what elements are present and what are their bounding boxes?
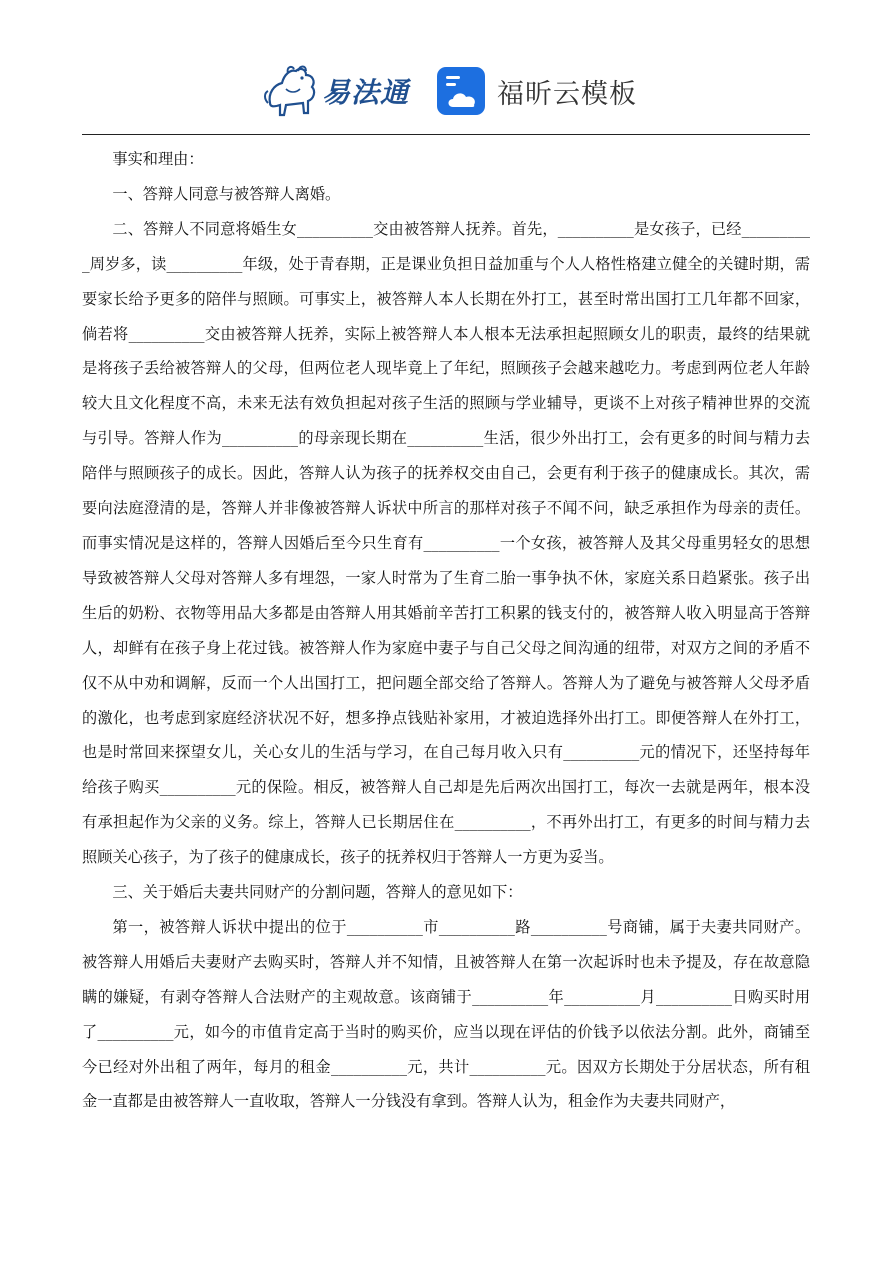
- paragraph-shop-property: 第一，被答辩人诉状中提出的位于__________市__________路__________号商铺，属于夫妻共同财产。被答辩人用婚后夫妻财产去购买时，答辩人并不知情，且被答辩人在第一次起诉时也未予提及，存在故意隐瞒的嫌疑，有剥夺答辩人合法财产的主观故意。该商铺于__________年__________月__________日购买时用了__________元，如今的市值肯定高于当时的购买价，应当以现在评估的价钱予以依法分割。此外，商铺至今已经对外出租了两年，每月的租金__________元，共计__________元。因双方长期处于分居状态，所有租金一直都是由被答辩人一直收取，答辩人一分钱没有拿到。答辩人认为，租金作为夫妻共同财产，: [82, 917, 810, 1111]
- section-heading-facts: 事实和理由：: [112, 150, 204, 168]
- paragraph-custody: 二、答辩人不同意将婚生女__________交由被答辩人抚养。首先，__________是女孩子，已经__________周岁多，读__________年级，处于青春期，正是课业负担日益加重与个人人格性格建立健全的关键时期，需要家长给予更多的陪伴与照顾。可事实上，被答辩人本人长期在外打工，甚至时常出国打工几年都不回家，倘若将__________交由被答辩人抚养，实际上被答辩人本人根本无法承担起照顾女儿的职责，最终的结果就是将孩子丢给被答辩人的父母，但两位老人现毕竟上了年纪，照顾孩子会越来越吃力。考虑到两位老人年龄较大且文化程度不高，未来无法有效负担起对孩子生活的照顾与学业辅导，更谈不上对孩子精神世界的交流与引导。答辩人作为__________的母亲现长期在__________生活，很少外出打工，会有更多的时间与精力去陪伴与照顾孩子的成长。因此，答辩人认为孩子的抚养权交由自己，会更有利于孩子的健康成长。其次，需要向法庭澄清的是，答辩人并非像被答辩人诉状中所言的那样对孩子不闻不问，缺乏承担作为母亲的责任。而事实情况是这样的，答辩人因婚后至今只生育有__________一个女孩，被答辩人及其父母重男轻女的思想导致被答辩人父母对答辩人多有埋怨，一家人时常为了生育二胎一事争执不休，家庭关系日趋紧张。孩子出生后的奶粉、衣物等用品大多都是由答辩人用其婚前辛苦打工积累的钱支付的，被答辩人收入明显高于答辩人，却鲜有在孩子身上花过钱。被答辩人作为家庭中妻子与自己父母之间沟通的纽带，对双方之间的矛盾不仅不从中劝和调解，反而一个人出国打工，把问题全部交给了答辩人。答辩人为了避免与被答辩人父母矛盾的激化，也考虑到家庭经济状况不好，想多挣点钱贴补家用，才被迫选择外出打工。即便答辩人在外打工，也是时常回来探望女儿，关心女儿的生活与学习，在自己每月收入只有__________元的情况下，还坚持每年给孩子购买__________元的保险。相反，被答辩人自己却是先后两次出国打工，每次一去就是两年，根本没有承担起作为父亲的义务。综上，答辩人已长期居住在__________，不再外出打工，有更多的时间与精力去照顾关心孩子，为了孩子的健康成长，孩子的抚养权归于答辩人一方更为妥当。: [82, 219, 810, 867]
- paragraph-divorce-consent: 一、答辩人同意与被答辩人离婚。: [112, 184, 341, 203]
- header-divider: [82, 134, 810, 135]
- yifatong-logo: [262, 63, 422, 119]
- qilin-mascot-icon: [262, 63, 320, 119]
- paragraph-property-heading: 三、关于婚后夫妻共同财产的分割问题，答辩人的意见如下：: [112, 883, 523, 902]
- fuxin-logo-text: 福昕云模板: [497, 78, 637, 110]
- page-header: [0, 55, 893, 127]
- yifatong-logo-text: 易法通: [322, 76, 410, 109]
- fuxin-logo: [435, 65, 637, 117]
- document-body: [82, 142, 810, 1119]
- document-cloud-icon: [435, 65, 487, 117]
